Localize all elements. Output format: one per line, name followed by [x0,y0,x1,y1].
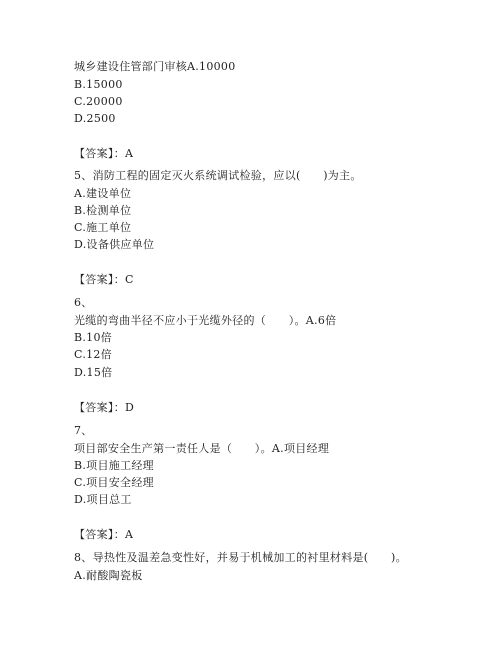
question-5-answer: 【答案】：C [74,273,134,286]
question-7-option-c: C.项目安全经理 [74,476,154,489]
question-7-option-d: D.项目总工 [74,493,132,506]
question-5-option-c: C.施工单位 [74,221,132,234]
question-8-stem: 8、导热性及温差急变性好，并易于机械加工的衬里材料是( )。 [74,551,407,564]
question-5-option-b: B.检测单位 [74,204,132,217]
question-7-answer: 【答案】：A [74,528,134,541]
question-4-answer: 【答案】：A [74,147,134,160]
question-5-option-d: D.设备供应单位 [74,238,155,251]
question-6-option-c: C.12倍 [74,348,113,361]
question-6-stem: 光缆的弯曲半径不应小于光缆外径的（ ）。A.6倍 [74,314,337,327]
question-4-option-c: C.20000 [74,95,123,108]
question-6-answer: 【答案】：D [74,401,135,414]
question-4-option-b: B.15000 [74,78,123,91]
question-6-option-d: D.15倍 [74,366,113,379]
question-7-option-b: B.项目施工经理 [74,459,154,472]
question-6-option-b: B.10倍 [74,331,113,344]
question-6-number: 6、 [74,296,93,309]
question-8-option-a: A.耐酸陶瓷板 [74,569,143,582]
question-4-option-d: D.2500 [74,112,116,125]
question-4-option-a-line: 城乡建设住管部门审核A.10000 [74,60,236,73]
question-7-number: 7、 [74,424,93,437]
question-5-option-a: A.建设单位 [74,187,132,200]
question-7-stem: 项目部安全生产第一责任人是（ ）。A.项目经理 [74,442,330,455]
question-5-stem: 5、消防工程的固定灭火系统调试检验，应以( )为主。 [74,169,362,182]
